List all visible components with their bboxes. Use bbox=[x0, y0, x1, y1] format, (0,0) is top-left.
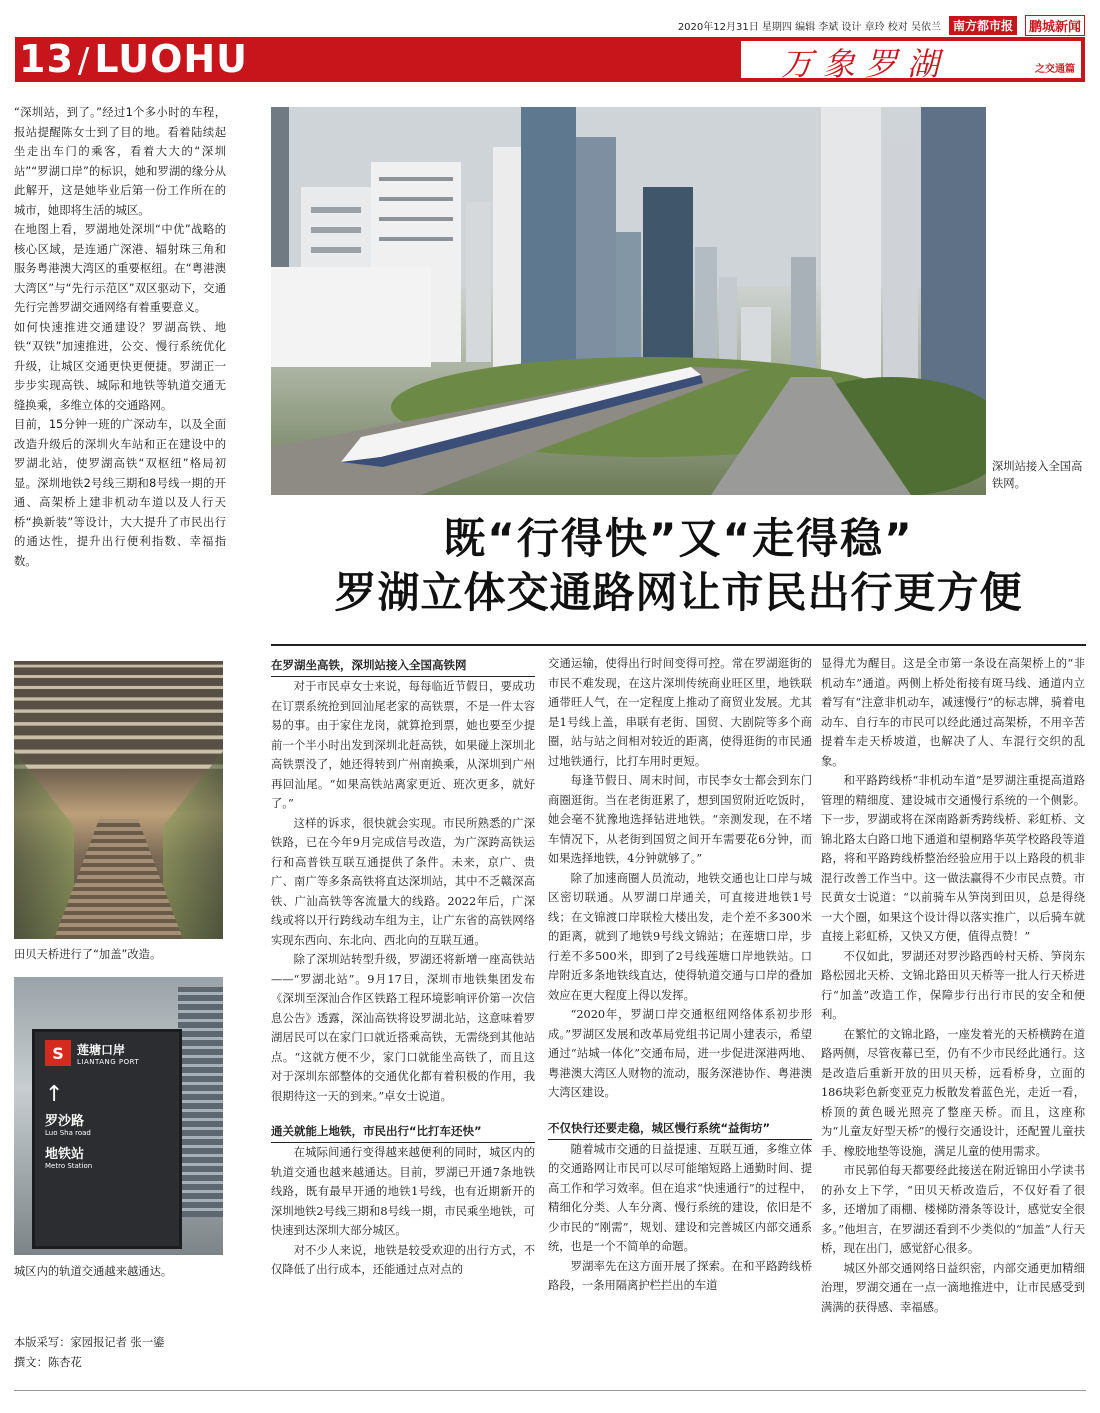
bridge-photo-caption: 田贝天桥进行了“加盖”改造。 bbox=[14, 948, 162, 961]
newspaper-logo: 南方都市报 bbox=[949, 16, 1017, 35]
section-title-box bbox=[741, 41, 1081, 83]
article-paragraph: 罗湖率先在这方面开展了探索。在和平路跨线桥路段，一条用隔离护栏拦出的车道 bbox=[548, 1259, 812, 1292]
section-title: 万象罗湖 bbox=[781, 45, 950, 83]
headline-line-2: 罗湖立体交通路网让市民出行更方便 bbox=[334, 568, 1023, 617]
article-paragraph: 在繁忙的文锦北路，一座发着光的天桥横跨在道路两侧，尽管夜幕已至，仍有不少市民经此通行。这是改造后重新开放的田贝天桥，远看桥身，立面的186块彩色新变亚克力板散发着蓝色光，走近一看，桥顶的黄色暖光照亮了整座天桥。而且，这座称为“儿童友好型天桥”的慢行交通设计，还配置儿童扶手、橡胶地垫等设施，满足儿童的使用需求。 bbox=[821, 1027, 1085, 1158]
section-subtitle: 之交通篇 bbox=[1035, 64, 1075, 75]
page-number-label: 13 / LUOHU bbox=[19, 37, 249, 81]
article-paragraph: 除了加速商圈人员流动，地铁交通也让口岸与城区密切联通。从罗湖口岸通关，可直接进地铁1号线；在文锦渡口岸联检大楼出发，走个差不多300米的距离，就到了地铁9号线文锦站；在莲塘口岸，步行差不多500米，即到了2号线莲塘口岸地铁站。口岸附近多条地铁线直达，使得轨道交通与口岸的叠加效应在更大程度上得以发挥。 bbox=[548, 871, 812, 1002]
intro-text bbox=[14, 103, 226, 571]
page-number: 13 bbox=[19, 37, 74, 81]
article-paragraph: 除了深圳站转型升级，罗湖还将新增一座高铁站——“罗湖北站”。9月17日，深圳市地铁集团发布《深圳至深汕合作区铁路工程环境影响评价第一次信息公告》透露，深汕高铁将设罗湖北站，这意味着罗湖居民可以在家门口就近搭乘高铁，无需绕到其他站点。“这就方便不少，家门口就能坐高铁了，而且这对于深圳东部整体的交通优化都有着积极的作用，我很期待这一天的到来。”卓女士说道。 bbox=[271, 953, 535, 1103]
column-subhead: 在罗湖坐高铁，深圳站接入全国高铁网 bbox=[271, 654, 535, 677]
article-paragraph: 不仅如此，罗湖还对罗沙路西岭村天桥、笋岗东路松园北天桥、文锦北路田贝天桥等一批人行天桥进行“加盖”改造工作，保障步行出行市民的安全和便利。 bbox=[821, 949, 1085, 1021]
article-paragraph: 和平路跨线桥“非机动车道”是罗湖注重提高道路管理的精细度、建设城市交通慢行系统的一个侧影。下一步，罗湖或将在深南路新秀跨线桥、彩虹桥、文锦北路太白路口地下通道和望桐路华英学校路段等道路，将和平路跨线桥整治经验应用于以上路段的机非混行改善工作当中。这一做法赢得不少市民点赞。市民黄女士说道：“以前骑车从笋岗到田贝，总是得绕一大个圈，如果这个设计得以落实推广，以后骑车就直接上彩虹桥，又快又方便，值得点赞！” bbox=[821, 774, 1085, 943]
station-name-en: LIANTANG PORT bbox=[77, 1057, 140, 1066]
metro-sign-photo bbox=[14, 977, 223, 1255]
intro-paragraph: 在地图上看，罗湖地处深圳“中优”战略的核心区域，是连通广深港、辐射珠三角和服务粤港澳大湾区的重要枢纽。在“粤港澳大湾区”与“先行示范区”双区驱动下，交通先行完善罗湖交通网络有着重要意义。 bbox=[14, 223, 226, 314]
intro-paragraph: “深圳站，到了。”经过1个多小时的车程，报站提醒陈女士到了目的地。看着陆续起坐走出车门的乘客，看着大大的“深圳站”“罗湖口岸”的标识，她和罗湖的缘分从此解开，这是她毕业后第一份工作所在的城市，她即将生活的城区。 bbox=[14, 106, 226, 217]
page-banner bbox=[15, 37, 1085, 82]
issue-meta: 2020年12月31日 星期四 编辑 李斌 设计 章玲 校对 吴依兰 bbox=[677, 21, 941, 33]
background-building bbox=[178, 987, 223, 1217]
hero-photo-skyline-train bbox=[271, 107, 986, 495]
article-column-3 bbox=[821, 654, 1085, 1317]
destination-road-en: Luo Sha road bbox=[45, 1129, 91, 1137]
article-paragraph: 交通运输，使得出行时间变得可控。常在罗湖逛街的市民不难发现，在这片深圳传统商业旺区里，地铁联通带旺人气，在一定程度上推动了商贸业发展。尤其是1号线上盖，串联有老街、国贸、大剧院等多个商圈，站与站之间相对较近的距离，使得逛街的市民通过地铁通行，比打车用时更短。 bbox=[548, 657, 812, 768]
article-paragraph: 市民郭伯每天都要经此接送在附近锦田小学读书的孙女上下学，“田贝天桥改造后，不仅好看了很多，还增加了雨棚、楼梯防滑条等设计，感觉安全很多。”他坦言，在罗湖还看到不少类似的“加盖”人行天桥，现在出门，感觉舒心很多。 bbox=[821, 1164, 1085, 1255]
article-paragraph: 在城际间通行变得越来越便利的同时，城区内的轨道交通也越来越通达。目前，罗湖已开通7条地铁线路，既有最早开通的地铁1号线，也有近期新开的深圳地铁2号线三期和8号线一期，市民乘坐地铁，可快速到达深圳大部分城区。 bbox=[271, 1146, 535, 1237]
headline bbox=[271, 513, 1086, 621]
intro-paragraph: 如何快速推进交通建设？罗湖高铁、地铁“双铁”加速推进，公交、慢行系统优化升级，让城区交通更快更便捷。罗湖正一步步实现高铁、城际和地铁等轨道交通无缝换乘，多维立体的交通路网。 bbox=[14, 320, 226, 412]
article-paragraph: 显得尤为醒目。这是全市第一条设在高架桥上的“非机动车”通道。两侧上桥处衔接有斑马线、通道内立着写有“注意非机动车，减速慢行”的标志牌，骑着电动车、自行车的市民可以经此通过高架桥，不用辛苦提着车走天桥坡道，也解决了人、车混行交织的乱象。 bbox=[821, 657, 1085, 768]
article-paragraph: 对不少人来说，地铁是较受欢迎的出行方式，不仅降低了出行成本，还能通过点对点的 bbox=[271, 1243, 535, 1276]
hero-illustration bbox=[271, 107, 986, 495]
bridge-photo bbox=[14, 661, 223, 939]
column-subhead: 不仅快行还要走稳，城区慢行系统“益街坊” bbox=[548, 1117, 812, 1140]
destination-metro-en: Metro Station bbox=[45, 1162, 93, 1170]
article-paragraph: 这样的诉求，很快就会实现。市民所熟悉的广深铁路，已在今年9月完成信号改造，为广深跨高铁运行和高普铁互联互通提供了条件。未来，京广、贵广、南广等多条高铁将直达深圳站，其中不乏赣深高铁、广汕高铁等客流量大的线路。2022年后，广深线或将以开行跨线动车组为主，让广东省的高铁网络实现东西向、东北向、西北向的互联互通。 bbox=[271, 816, 535, 947]
byline bbox=[14, 1333, 226, 1373]
metro-photo-caption: 城区内的轨道交通越来越通达。 bbox=[14, 1265, 173, 1278]
hero-photo-caption: 深圳站接入全国高铁网。 bbox=[992, 460, 1083, 490]
article-paragraph: 随着城市交通的日益提速、互联互通，多维立体的交通路网让市民可以尽可能缩短路上通勤时间、提高工作和学习效率。但在追求“快速通行”的过程中，精细化分类、人车分离、慢行系统的建设，依旧是不少市民的“刚需”，规划、建设和完善城区内部交通系统，也是一个不简单的命题。 bbox=[548, 1142, 812, 1253]
bridge-roof bbox=[14, 661, 223, 769]
metro-signboard bbox=[32, 1029, 182, 1249]
article-paragraph: 每逢节假日、周末时间，市民李女士都会到东门商圈逛街。当在老街逛累了，想到国贸附近吃饭时，她会毫不犹豫地选择钻进地铁。“亲测发现，在不堵车情况下，从老街到国贸之间开车需要花6分钟，而如果选择地铁，4分钟就够了。” bbox=[548, 774, 812, 865]
column-subhead: 通关就能上地铁，市民出行“比打车还快” bbox=[271, 1120, 535, 1143]
arrow-up-icon: ↑ bbox=[45, 1082, 64, 1107]
bottom-rule bbox=[14, 1390, 1086, 1391]
headline-line-1: 既“行得快”又“走得稳” bbox=[443, 514, 914, 563]
destination-road: 罗沙路 bbox=[45, 1114, 85, 1129]
section-logo: 鹏城新闻 bbox=[1025, 15, 1085, 36]
article-column-1 bbox=[271, 654, 535, 1280]
masthead-meta-bar bbox=[15, 14, 1085, 36]
intro-paragraph: 目前，15分钟一班的广深动车，以及全面改造升级后的深圳火车站和正在建设中的罗湖北站，使罗湖高铁“双枢纽”格局初显。深圳地铁2号线三期和8号线一期的开通、高架桥上建非机动车道以及人行天桥“换新装”等设计，大大提升了市民出行的通达性，提升出行便利指数、幸福指数。 bbox=[14, 418, 226, 568]
headline-rule bbox=[271, 644, 1086, 646]
article-paragraph: 城区外部交通网络日益织密，内部交通更加精细治理，罗湖交通在一点一滴地推进中，让市民感受到满满的获得感、幸福感。 bbox=[821, 1261, 1085, 1314]
byline-writer: 撰文：陈杏花 bbox=[14, 1356, 82, 1369]
destination-metro: 地铁站 bbox=[45, 1147, 85, 1162]
metro-logo-icon: S bbox=[45, 1040, 71, 1066]
article-column-2 bbox=[548, 654, 812, 1296]
page-name: LUOHU bbox=[94, 37, 249, 81]
signboard-header bbox=[45, 1040, 169, 1066]
byline-reporter: 本版采写：家园报记者 张一鎏 bbox=[14, 1336, 165, 1349]
article-paragraph: “2020年，罗湖口岸交通枢纽网络体系初步形成。”罗湖区发展和改革局党组书记周小建表示，希望通过“站城一体化”交通布局，进一步促进深港两地、粤港澳大湾区人财物的流动，服务深港协作、粤港澳大湾区建设。 bbox=[548, 1008, 812, 1099]
article-paragraph: 对于市民卓女士来说，每每临近节假日，要成功在订票系统抢到回汕尾老家的高铁票，不是一件太容易的事。由于家住龙岗，就算抢到票，她也要至少提前一个半小时出发到深圳北赶高铁，如果碰上深圳北高铁票没了，她还得转到广州南换乘，从深圳到广州再回汕尾。“如果高铁站离家更近、班次更多，就好了。” bbox=[271, 680, 535, 810]
station-name: 莲塘口岸 bbox=[77, 1042, 126, 1057]
